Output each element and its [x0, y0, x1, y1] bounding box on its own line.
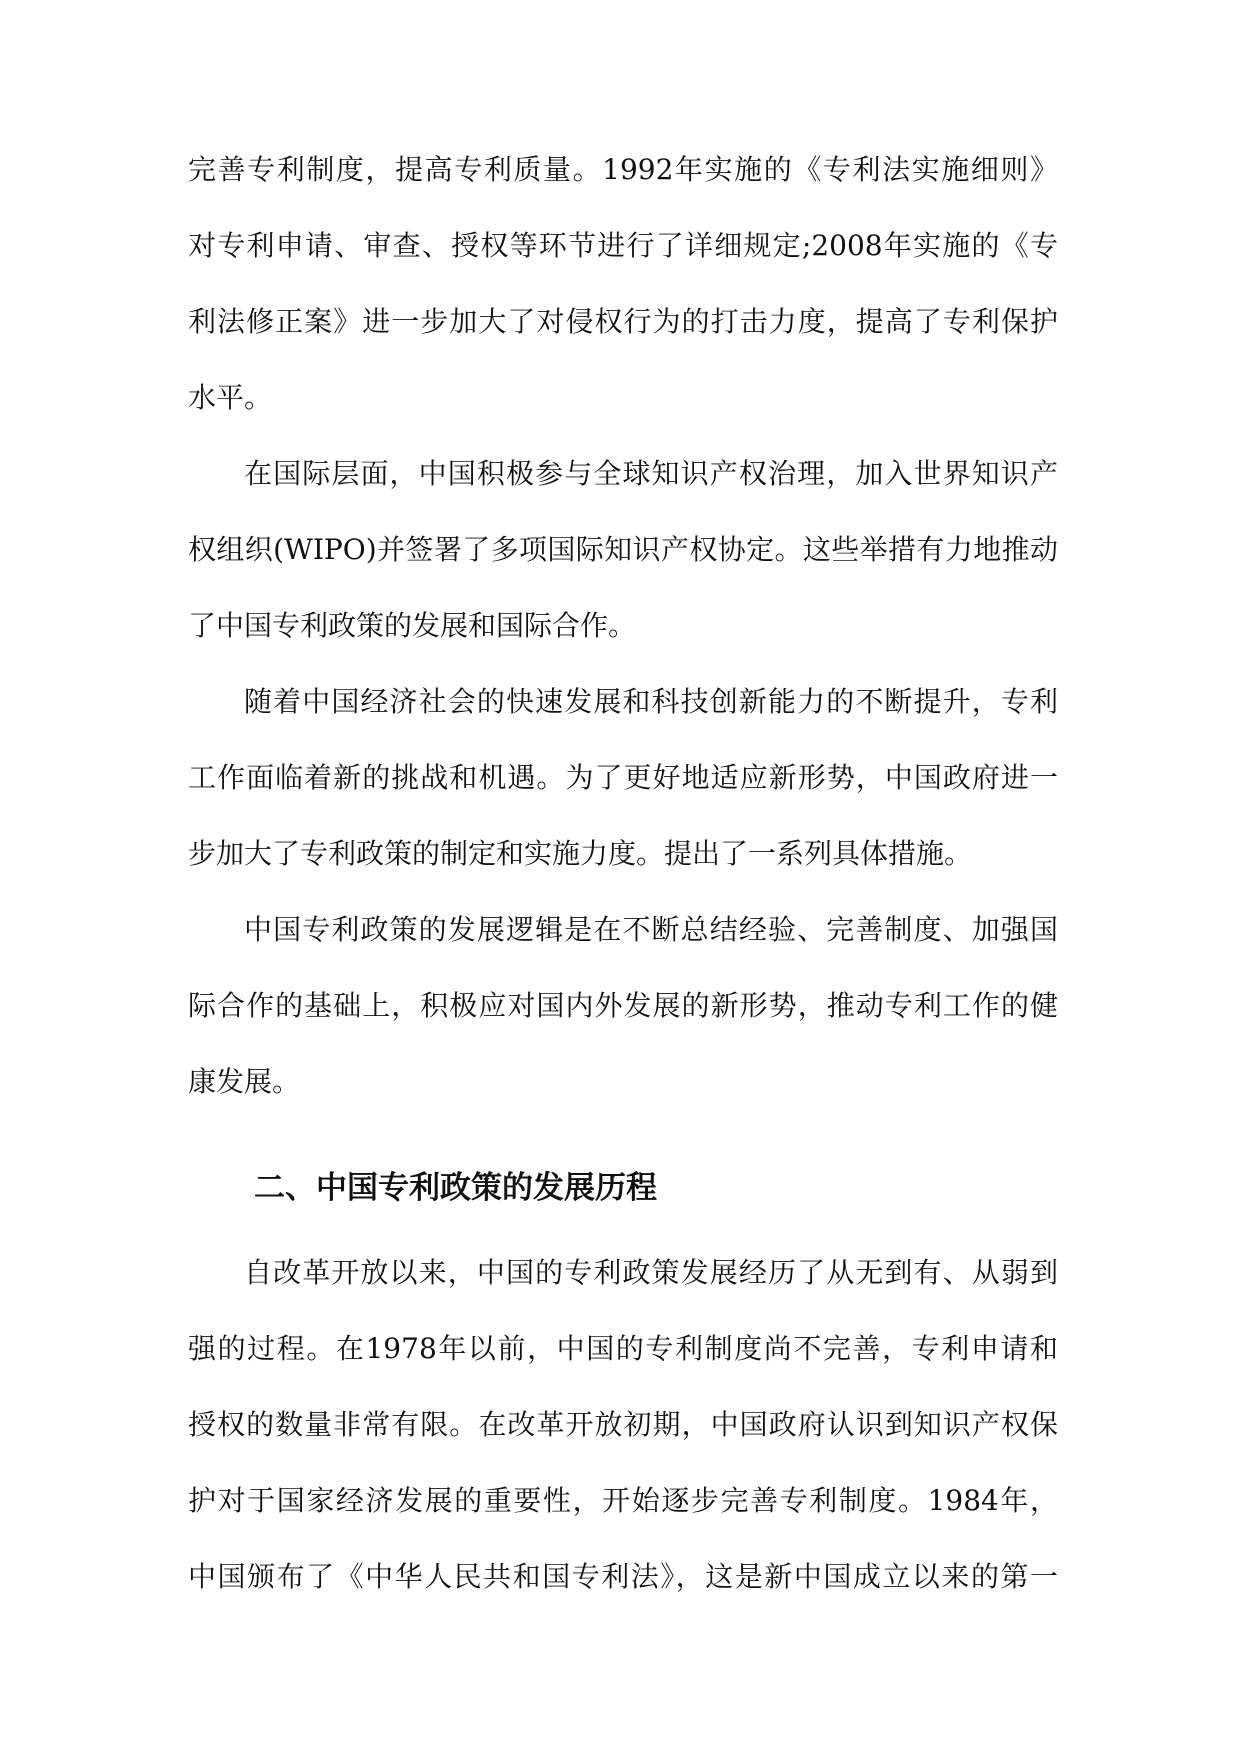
paragraph-line: 康发展。 — [188, 1065, 301, 1098]
paragraph-line: 在国际层面，中国积极参与全球知识产权治理，加入世界知识产 — [244, 457, 1058, 490]
paragraph-line: 际合作的基础上，积极应对国内外发展的新形势，推动专利工作的健 — [188, 989, 1058, 1022]
paragraph-line: 水平。 — [188, 381, 273, 414]
paragraph-line: 对专利申请、审查、授权等环节进行了详细规定;2008年实施的《专 — [188, 229, 1058, 262]
paragraph-line: 利法修正案》进一步加大了对侵权行为的打击力度，提高了专利保护 — [188, 305, 1058, 338]
section-heading: 二、中国专利政策的发展历程 — [254, 1170, 657, 1206]
paragraph-line: 中国专利政策的发展逻辑是在不断总结经验、完善制度、加强国 — [244, 913, 1058, 946]
paragraph-line: 中国颁布了《中华人民共和国专利法》，这是新中国成立以来的第一 — [188, 1560, 1058, 1593]
paragraph-line: 完善专利制度，提高专利质量。1992年实施的《专利法实施细则》 — [188, 153, 1058, 186]
paragraph-line: 权组织(WIPO)并签署了多项国际知识产权协定。这些举措有力地推动 — [188, 533, 1058, 566]
paragraph-line: 了中国专利政策的发展和国际合作。 — [188, 609, 637, 642]
paragraph-line: 护对于国家经济发展的重要性，开始逐步完善专利制度。1984年， — [188, 1484, 1058, 1517]
paragraph-line: 随着中国经济社会的快速发展和科技创新能力的不断提升，专利 — [244, 685, 1058, 718]
paragraph-line: 授权的数量非常有限。在改革开放初期，中国政府认识到知识产权保 — [188, 1408, 1058, 1441]
paragraph-line: 工作面临着新的挑战和机遇。为了更好地适应新形势，中国政府进一 — [188, 761, 1058, 794]
paragraph-line: 自改革开放以来，中国的专利政策发展经历了从无到有、从弱到 — [244, 1256, 1058, 1289]
paragraph-line: 步加大了专利政策的制定和实施力度。提出了一系列具体措施。 — [188, 837, 973, 870]
paragraph-line: 强的过程。在1978年以前，中国的专利制度尚不完善，专利申请和 — [188, 1332, 1058, 1365]
